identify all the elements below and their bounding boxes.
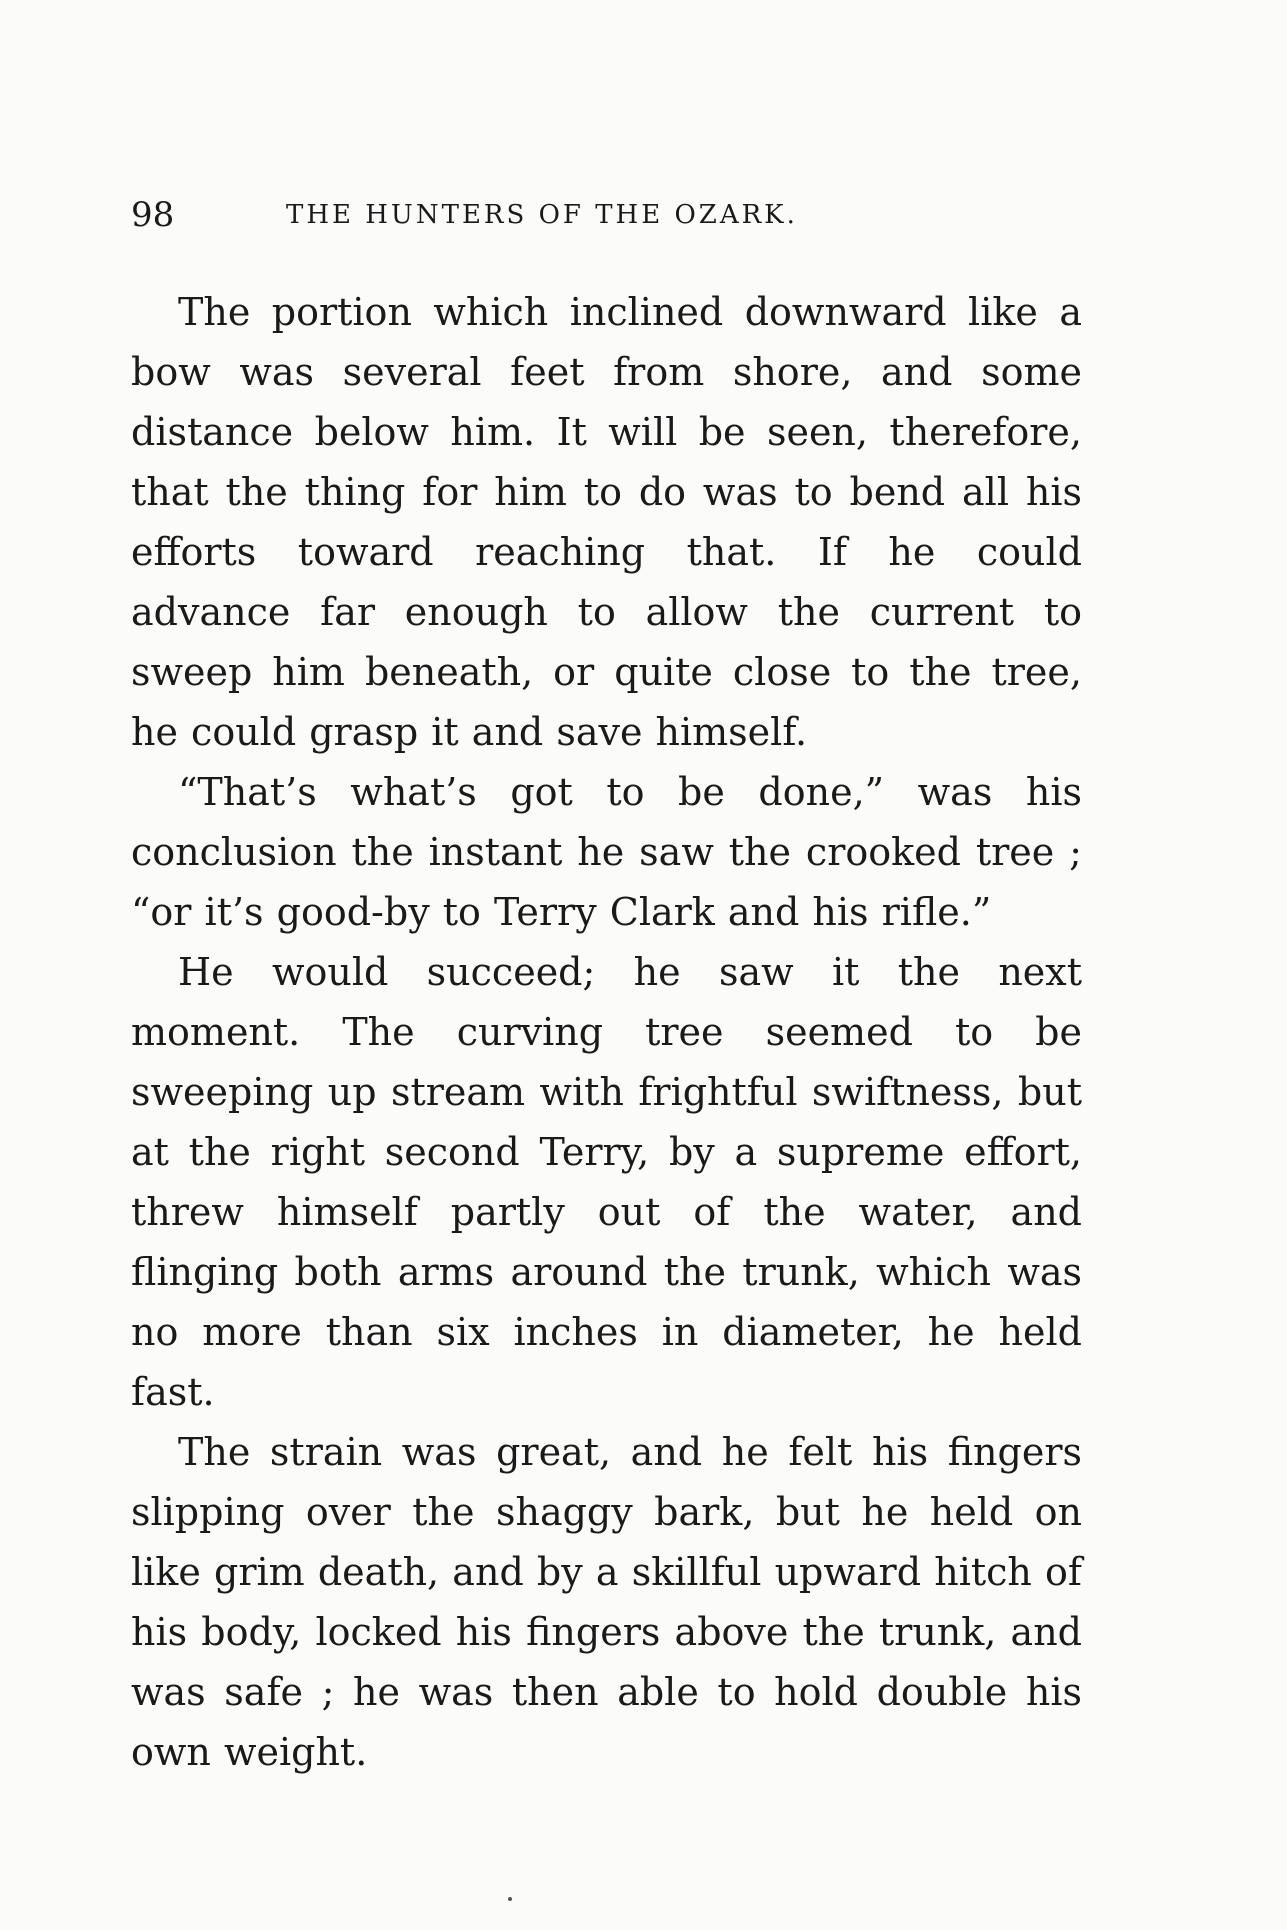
paragraph: The portion which inclined downward like a bow was several feet from shore, and some distance below him. It will be seen, therefore, that the thing for him to do was to bend all his efforts toward reaching that. If he could advance far enough to allow the current to sweep him beneath, or quite close to the tree, he could grasp it and save himself. — [131, 290, 1082, 754]
paragraph: The strain was great, and he felt his fingers slipping over the shaggy bark, but he held on like grim death, and by a skillful upward hitch of his body, locked his fingers above the trunk, and was safe ; he was then able to hold double his own weight. — [131, 1430, 1082, 1774]
running-title: THE HUNTERS OF THE OZARK. — [286, 200, 798, 230]
paper-speck — [508, 1897, 512, 1901]
page-number: 98 — [131, 195, 175, 235]
paragraph: He would succeed; he saw it the next moment. The curving tree seemed to be sweeping up stream with frightful swiftness, but at the right second Terry, by a supreme effort, threw himself partly out of the water, and flinging both arms around the trunk, which was no more than six inches in diameter, he held fast. — [131, 950, 1082, 1414]
page-body — [131, 282, 1082, 1782]
page-header — [131, 190, 1082, 240]
paragraph: “That’s what’s got to be done,” was his conclusion the instant he saw the crooked tree ; “or it’s good-by to Terry Clark and his rifle.” — [131, 770, 1082, 934]
